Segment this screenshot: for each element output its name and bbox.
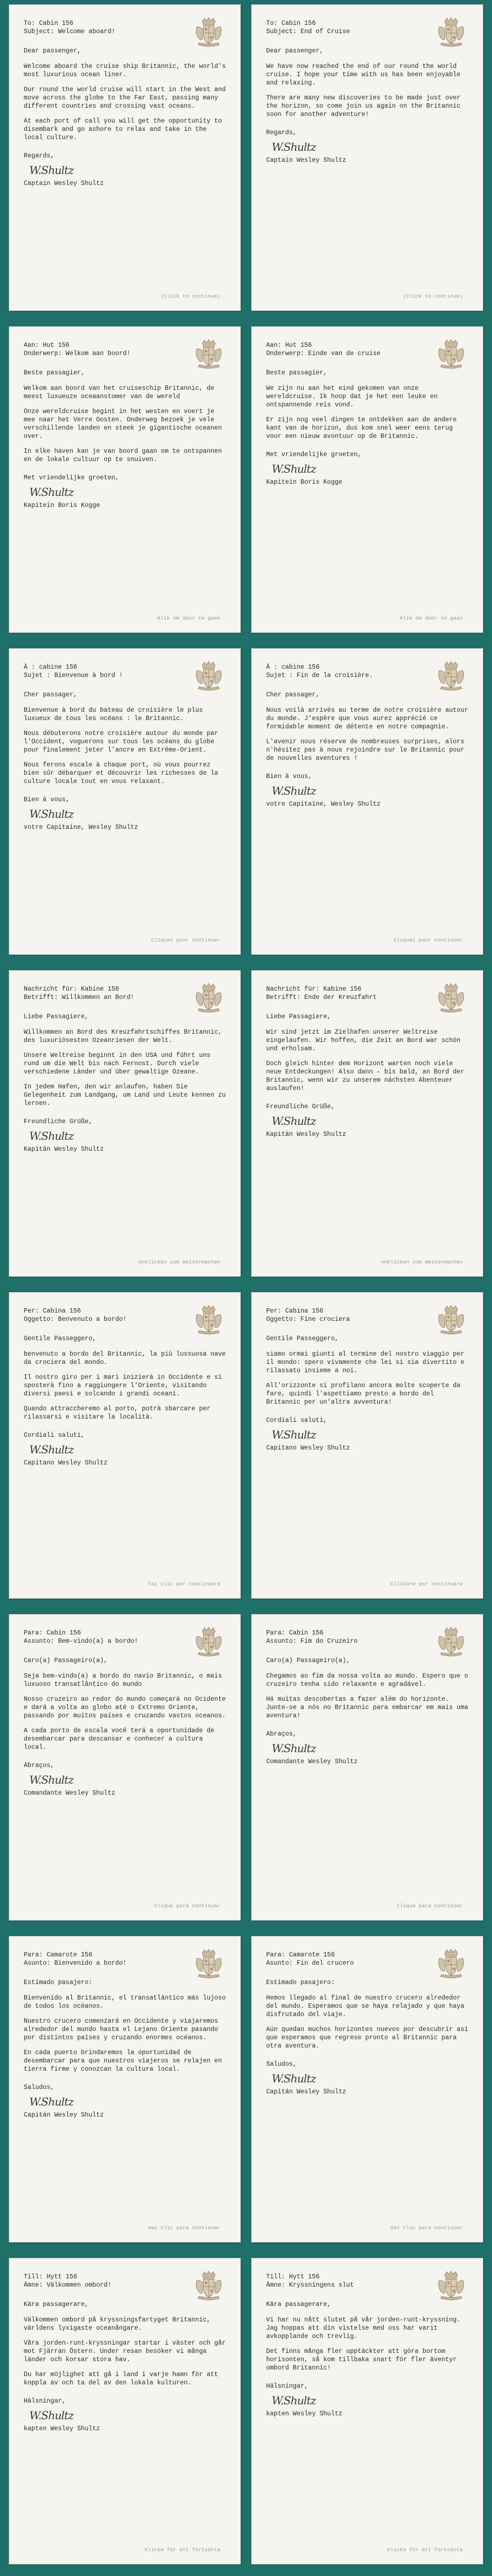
body-paragraph: En cada puerto brindaremos la oportunidad de desembarcar para que nuestros viajeros se relajen en tierra firme y conozcan la cultura local. (24, 2049, 222, 2073)
body-paragraph: Hemos llegado al final de nuestro crucero alrededor del mundo. Esperamos que se haya relajado y que haya disfrutado del viaje. (266, 1995, 464, 2018)
letter-card-9[interactable] (9, 1292, 241, 1599)
letter-card-15[interactable] (9, 2258, 241, 2564)
royal-crest-icon (435, 982, 467, 1014)
recipient-line: Per: Cabina 156 (24, 1308, 81, 1315)
letter-body (266, 62, 468, 119)
recipient-line: Para: Cabin 156 (266, 1630, 324, 1637)
royal-crest-icon (193, 2270, 225, 2302)
signature: W.Shultz (272, 462, 316, 475)
letter-body (24, 2316, 226, 2387)
sender-name: Kapitein Boris Kogge (24, 502, 100, 509)
sender-name: votre Capitaine, Wesley Shultz (24, 824, 139, 831)
greeting: Dear passenger, (24, 47, 81, 55)
recipient-line: Aan: Hut 156 (24, 342, 70, 349)
continue-prompt[interactable]: Haz clic para continuar (147, 2225, 220, 2231)
greeting: Estimado pasajero: (24, 1979, 93, 1986)
closing: Freundliche Grüße, (24, 1118, 93, 1125)
subject-line: Subject: End of Cruise (266, 28, 350, 35)
sender-name: Captain Wesley Shultz (266, 157, 346, 164)
letter-card-14[interactable] (251, 1936, 483, 2242)
royal-crest-icon (193, 1304, 225, 1336)
body-paragraph: Seja bem-vindo(a) a bordo do navio Britannic, o mais luxuoso transatlântico do mundo (24, 1673, 222, 1688)
subject-line: Asunto: Fin del crucero (266, 1960, 354, 1967)
recipient-line: Para: Camarote 156 (24, 1951, 93, 1959)
body-paragraph: L'avenir nous réserve de nombreuses surprises, alors n'hésitez pas à nous rejoindre sur le Britannic pour de nouvelles aventures ! (266, 738, 464, 762)
letter-body (266, 2316, 468, 2372)
body-paragraph: Our round the world cruise will start in the West and move across the globe to the Far East, passing many different countries and crossing vast oceans. (24, 86, 226, 110)
royal-crest-icon (193, 982, 225, 1014)
closing: Abraços, (266, 1731, 297, 1738)
body-paragraph: Du har möjlighet att gå i land i varje hamn för att koppla av och ta del av den lokala kulturen. (24, 2371, 218, 2387)
body-paragraph: At each port of call you will get the opportunity to disembark and go ashore to relax and take in the local culture. (24, 118, 222, 141)
continue-prompt[interactable]: Klik om door te gaan (157, 615, 220, 621)
letter-card-13[interactable] (9, 1936, 241, 2242)
recipient-line: Per: Cabina 156 (266, 1308, 324, 1315)
continue-prompt[interactable]: Klicka för att fortsätta (387, 2547, 463, 2553)
continue-prompt[interactable]: Cliccare per continuare (390, 1581, 463, 1587)
continue-prompt[interactable]: Anklicken zum Weitermachen (138, 1259, 220, 1265)
royal-crest-icon (193, 338, 225, 370)
subject-line: Oggetto: Fine crociera (266, 1316, 350, 1323)
body-paragraph: Onze wereldcruise begint in het westen en voert je mee naar het Verre Oosten. Onderweg bezoek je vele verschillende landen en steek je gigantische oceanen over. (24, 408, 222, 440)
greeting: Dear passenger, (266, 47, 324, 55)
body-paragraph: Willkommen an Bord des Kreuzfahrtschiffes Britannic, des luxuriösesten Ozeanriesen der Welt. (24, 1029, 222, 1044)
closing: Met vriendelijke groeten, (266, 451, 362, 458)
body-paragraph: Nous ferons escale à chaque port, où vous pourrez bien sûr débarquer et découvrir les richesses de la culture locale tout en vous relaxant. (24, 761, 218, 785)
closing: Hälsningar, (266, 2383, 308, 2390)
recipient-line: To: Cabin 156 (24, 20, 73, 27)
body-paragraph: Unsere Weltreise beginnt in den USA und führt uns rund um die Welt bis nach Fernost. Durch viele verschiedene Länder und über gewaltige Ozeane. (24, 1052, 211, 1076)
body-paragraph: Vi har nu nått slutet på vår jorden-runt-kryssning. Jag hoppas att din vistelse med oss har varit avkopplande och trevlig. (266, 2316, 461, 2340)
royal-crest-icon (193, 660, 225, 692)
recipient-line: Para: Camarote 156 (266, 1951, 335, 1959)
greeting: Beste passagier, (24, 369, 85, 377)
body-paragraph: Há muitas descobertas a fazer além do horizonte. Junte-se a nós no Britannic para embarcar em mais uma aventura! (266, 1696, 468, 1720)
body-paragraph: Våra jorden-runt-kryssningar startar i väster och går mot Fjärran Östern. Under resan besöker vi många länder och korsar stora hav. (24, 2340, 226, 2363)
closing: Saludos, (24, 2084, 55, 2091)
body-paragraph: A cada porto de escala você terá a oportunidade de desembarcar para descansar e conhecer a cultura local. (24, 1727, 215, 1751)
royal-crest-icon (435, 1304, 467, 1336)
sender-name: kapten Wesley Shultz (266, 2410, 343, 2418)
letter-body (266, 706, 468, 763)
recipient-line: Para: Cabin 156 (24, 1630, 81, 1637)
letter-card-16[interactable] (251, 2258, 483, 2564)
royal-crest-icon (435, 660, 467, 692)
greeting: Gentile Passeggero, (24, 1335, 97, 1342)
closing: Bien à vous, (24, 796, 70, 803)
letter-card-11[interactable] (9, 1614, 241, 1921)
recipient-line: Till: Hytt 156 (266, 2273, 320, 2281)
royal-crest-icon (193, 16, 225, 48)
continue-prompt[interactable]: Anklicken zum Weitermachen (380, 1259, 463, 1265)
sender-name: Capitán Wesley Shultz (24, 2112, 104, 2119)
closing: Cordiali saluti, (24, 1432, 85, 1439)
sender-name: Capitán Wesley Shultz (266, 2088, 346, 2096)
closing: Bien à vous, (266, 773, 312, 780)
royal-crest-icon (193, 1626, 225, 1658)
greeting: Liebe Passagiere, (266, 1013, 331, 1020)
body-paragraph: Nous voilà arrivés au terme de notre croisière autour du monde. J'espère que vous aurez apprécié ce formidable moment de détente en notre compagnie. (266, 707, 468, 731)
continue-prompt[interactable]: Klik om door te gaan (399, 615, 463, 621)
body-paragraph: siamo ormai giunti al termine del nostro viaggio per il mondo: spero vivamente che lei si sia divertito e rilassato insieme a noi. (266, 1351, 464, 1374)
letter-body (24, 1028, 226, 1108)
royal-crest-icon (435, 16, 467, 48)
body-paragraph: There are many new discoveries to be made just over the horizon, so come join us again on the Britannic soon for another adventure! (266, 94, 461, 118)
letter-body (266, 384, 468, 441)
signature: W.Shultz (29, 485, 73, 499)
subject-line: Betrifft: Ende der Kreuzfahrt (266, 994, 377, 1001)
body-paragraph: In elke haven kan je van boord gaan om te ontspannen en de lokale cultuur op te snuiven. (24, 448, 222, 463)
greeting: Cher passager, (266, 691, 320, 699)
greeting: Caro(a) Passageiro(a), (266, 1657, 350, 1664)
sender-name: Capitano Wesley Shultz (266, 1445, 350, 1452)
recipient-line: Till: Hytt 156 (24, 2273, 77, 2281)
closing: Regards, (24, 152, 55, 160)
body-paragraph: Aún quedan muchos horizontes nuevos por descubrir así que esperamos que regrese pronto al Britannic para otra aventura. (266, 2026, 468, 2050)
continue-prompt[interactable]: Fai clic per continuare (147, 1581, 220, 1587)
subject-line: Assunto: Bem-vindo(a) a bordo! (24, 1638, 139, 1645)
royal-crest-icon (193, 1948, 225, 1980)
greeting: Liebe Passagiere, (24, 1013, 89, 1020)
sender-name: Kapitein Boris Kogge (266, 479, 343, 486)
body-paragraph: Välkommen ombord på kryssningsfartyget Britannic, världens lyxigaste oceanångare. (24, 2316, 211, 2332)
letter-body (24, 706, 226, 786)
signature: W.Shultz (272, 1114, 316, 1128)
letter-body (266, 1028, 468, 1093)
subject-line: Onderwerp: Einde van de cruise (266, 350, 381, 357)
royal-crest-icon (435, 1948, 467, 1980)
body-paragraph: We have now reached the end of our round the world cruise. I hope your time with us has been enjoyable and relaxing. (266, 63, 461, 87)
letter-body (266, 1672, 468, 1720)
letter-card-10[interactable] (251, 1292, 483, 1599)
subject-line: Oggetto: Benvenuto a bordo! (24, 1316, 127, 1323)
signature: W.Shultz (272, 1742, 316, 1755)
recipient-line: Nachricht für: Kabine 156 (24, 986, 119, 993)
continue-prompt[interactable]: Clique para continuar (396, 1903, 463, 1909)
letter-card-1[interactable] (9, 4, 241, 311)
signature: W.Shultz (272, 784, 316, 797)
letter-card-2[interactable] (251, 4, 483, 311)
royal-crest-icon (435, 338, 467, 370)
sender-name: Captain Wesley Shultz (24, 180, 104, 187)
letter-body (24, 1994, 226, 2074)
body-paragraph: Welkom aan boord van het cruiseschip Britannic, de meest luxueuze oceaanstomer van de wereld (24, 385, 215, 400)
signature: W.Shultz (272, 140, 316, 154)
recipient-line: À : cabine 156 (24, 664, 77, 671)
body-paragraph: Er zijn nog veel dingen te ontdekken aan de andere kant van de horizon, dus kom snel weer eens terug voor een nieuw avontuur op de Britannic. (266, 416, 457, 440)
subject-line: Subject: Welcome aboard! (24, 28, 115, 35)
signature: W.Shultz (29, 2095, 73, 2108)
sender-name: Comandante Wesley Shultz (266, 1758, 358, 1765)
signature: W.Shultz (29, 163, 73, 177)
closing: Freundliche Grüße, (266, 1103, 335, 1110)
sender-name: Kapitän Wesley Shultz (266, 1131, 346, 1138)
signature: W.Shultz (272, 1428, 316, 1441)
letter-card-3[interactable] (9, 326, 241, 633)
letter-body (266, 1994, 468, 2050)
royal-crest-icon (435, 1626, 467, 1658)
subject-line: Assunto: Fim do Cruzeiro (266, 1638, 358, 1645)
closing: Saludos, (266, 2061, 297, 2068)
subject-line: Betrifft: Willkommen an Bord! (24, 994, 135, 1001)
letter-body (24, 1672, 226, 1752)
signature: W.Shultz (29, 1443, 73, 1456)
greeting: Kära passagerare, (24, 2301, 89, 2308)
closing: Abraços, (24, 1762, 55, 1769)
recipient-line: Aan: Hut 156 (266, 342, 312, 349)
body-paragraph: Quando attraccheremo al porto, potrà sbarcare per rilassarsi e visitare la località. (24, 1405, 211, 1421)
letter-card-6[interactable] (251, 648, 483, 955)
letter-card-5[interactable] (9, 648, 241, 955)
body-paragraph: Welcome aboard the cruise ship Britannic, the world's most luxurious ocean liner. (24, 63, 226, 78)
letter-body (266, 1350, 468, 1406)
body-paragraph: Nous débuterons notre croisière autour du monde par l'Occident, voguerons sur tous les océans du globe pour finalement jeter l'ancre en Extrême-Orient. (24, 730, 218, 754)
greeting: Beste passagier, (266, 369, 327, 377)
body-paragraph: Det finns många fler upptäckter att göra bortom horisonten, så kom tillbaka snart för fler äventyr ombord Britannic! (266, 2348, 457, 2372)
letter-body (24, 62, 226, 142)
body-paragraph: In jedem Hafen, den wir anlaufen, haben Sie Gelegenheit zum Landgang, um Land und Leute kennen zu lernen. (24, 1083, 226, 1107)
sender-name: Kapitän Wesley Shultz (24, 1146, 104, 1153)
letter-card-12[interactable] (251, 1614, 483, 1921)
greeting: Kära passagerare, (266, 2301, 331, 2308)
body-paragraph: Nuestro crucero comenzará en Occidente y viajaremos alrededor del mundo hasta el Lejano Oriente pasando por distintos países y cruzando enormes océanos. (24, 2018, 218, 2041)
continue-prompt[interactable]: Cliquez pour continuer (393, 937, 463, 943)
body-paragraph: Bienvenido al Britannic, el transatlántico más lujoso de todos los océanos. (24, 1995, 226, 2010)
letter-body (24, 384, 226, 464)
continue-prompt[interactable]: Haz clic para continuar (390, 2225, 463, 2231)
subject-line: Sujet : Bienvenue à bord ! (24, 672, 123, 679)
letter-card-8[interactable] (251, 970, 483, 1277)
letter-body (24, 1350, 226, 1421)
continue-prompt[interactable]: Klicka för att fortsätta (145, 2547, 220, 2553)
body-paragraph: All'orizzonte si profilano ancora molte scoperte da fare, quindi l'aspettiamo presto a bordo del Britannic per un'altra avventura! (266, 1382, 461, 1406)
sender-name: kapten Wesley Shultz (24, 2425, 100, 2432)
subject-line: Ämne: Kryssningens slut (266, 2282, 354, 2289)
subject-line: Asunto: Bienvenido a bordo! (24, 1960, 127, 1967)
body-paragraph: Wir sind jetzt im Zielhafen unserer Weltreise eingelaufen. Wir hoffen, die Zeit an Bord war schön und erholsam. (266, 1029, 461, 1052)
subject-line: Ämne: Välkommen ombord! (24, 2282, 112, 2289)
continue-prompt[interactable]: Cliquez pour continuer (151, 937, 220, 943)
greeting: Estimado pasajero: (266, 1979, 335, 1986)
recipient-line: Nachricht für: Kabine 156 (266, 986, 362, 993)
greeting: Gentile Passeggero, (266, 1335, 339, 1342)
closing: Met vriendelijke groeten, (24, 474, 119, 482)
body-paragraph: We zijn nu aan het eind gekomen van onze wereldcruise. Ik hoop dat je het een leuke en ontspannende reis vond. (266, 385, 438, 409)
signature: W.Shultz (29, 2409, 73, 2422)
body-paragraph: Doch gleich hinter dem Horizont warten noch viele neue Entdeckungen! Also dann – bis bald, an Bord der Britannic, wenn wir zu unserem nächsten Abenteuer auslaufen! (266, 1060, 464, 1092)
continue-prompt[interactable]: Clique para continuar (154, 1903, 220, 1909)
royal-crest-icon (435, 2270, 467, 2302)
recipient-line: To: Cabin 156 (266, 20, 316, 27)
signature: W.Shultz (272, 2394, 316, 2407)
closing: Hälsningar, (24, 2398, 66, 2405)
body-paragraph: Chegamos ao fim da nossa volta ao mundo. Espero que o cruzeiro tenha sido relaxante e agradável. (266, 1673, 468, 1688)
sender-name: votre Capitaine, Wesley Shultz (266, 801, 381, 808)
body-paragraph: Nosso cruzeiro ao redor do mundo começará no Ocidente e dará a volta ao globo até o Extremo Oriente, passando por muitos países e cruzando vastos oceanos. (24, 1696, 226, 1720)
body-paragraph: Il nostro giro per i mari inizierà in Occidente e si sposterà fino a raggiungere l'Oriente, visitando diversi paesi e solcando i grandi oceani. (24, 1374, 222, 1398)
closing: Cordiali saluti, (266, 1417, 327, 1424)
signature: W.Shultz (29, 807, 73, 821)
body-paragraph: Bienvenue à bord du bateau de croisière le plus luxueux de tous les océans : le Britannic. (24, 707, 203, 722)
subject-line: Onderwerp: Welkom aan boord! (24, 350, 131, 357)
signature: W.Shultz (272, 2072, 316, 2085)
sender-name: Comandante Wesley Shultz (24, 1790, 115, 1797)
continue-prompt[interactable]: (Click to continue) (160, 293, 220, 299)
subject-line: Sujet : Fin de la croisière. (266, 672, 373, 679)
letter-card-4[interactable] (251, 326, 483, 633)
greeting: Caro(a) Passageiro(a), (24, 1657, 108, 1664)
letter-card-7[interactable] (9, 970, 241, 1277)
sender-name: Capitano Wesley Shultz (24, 1459, 108, 1467)
signature: W.Shultz (29, 1129, 73, 1142)
continue-prompt[interactable]: (Click to continue) (403, 293, 463, 299)
closing: Regards, (266, 129, 297, 136)
body-paragraph: benvenuto a bordo del Britannic, la più lussuosa nave da crociera del mondo. (24, 1351, 226, 1366)
recipient-line: À : cabine 156 (266, 664, 320, 671)
greeting: Cher passager, (24, 691, 77, 699)
signature: W.Shultz (29, 1773, 73, 1786)
